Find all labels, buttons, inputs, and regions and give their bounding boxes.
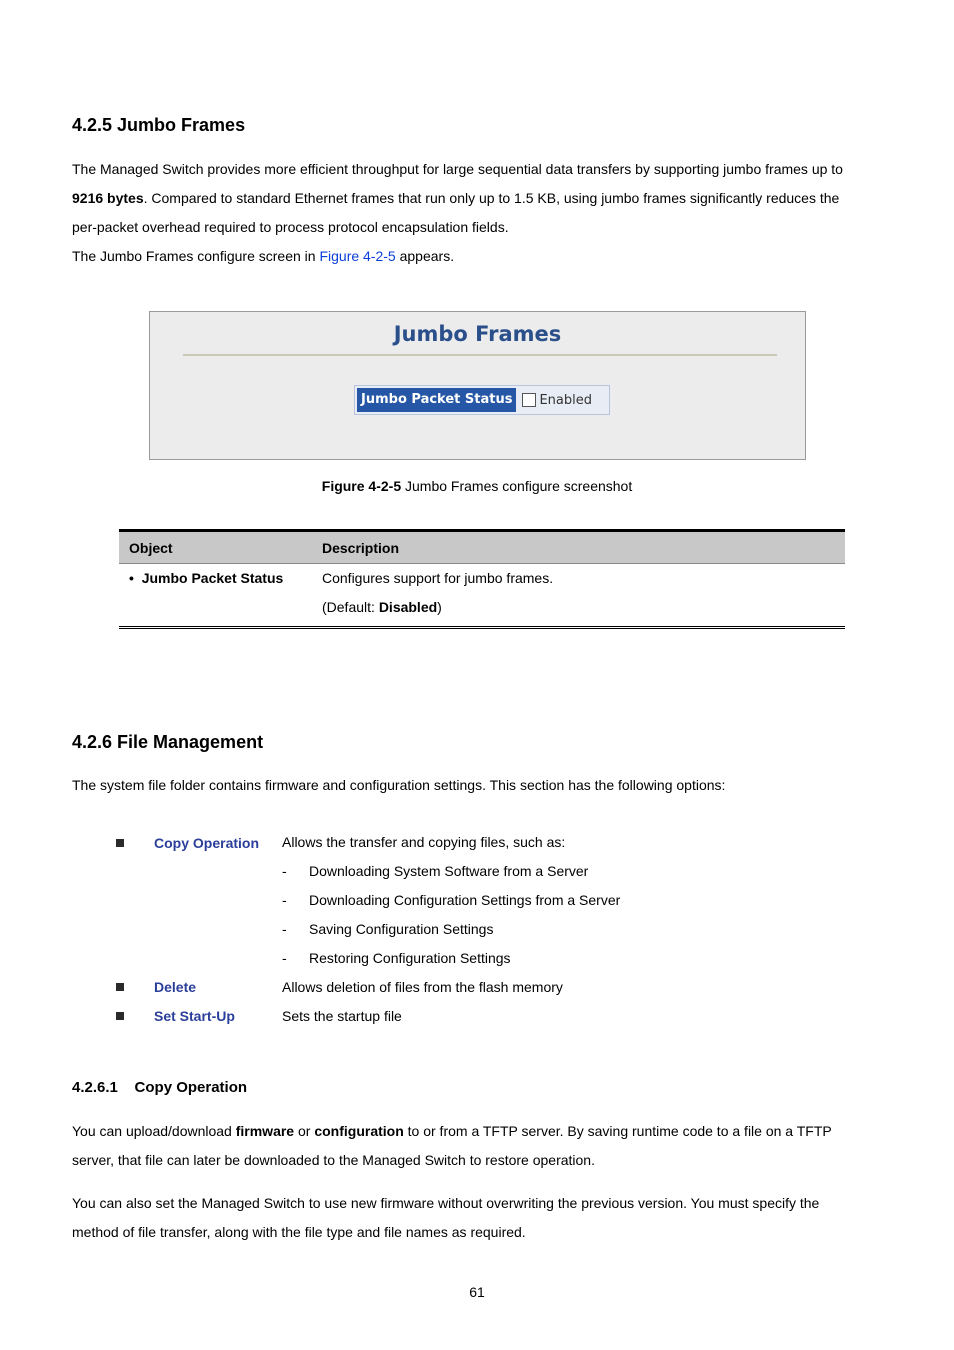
figure-caption-number: Figure 4-2-5 bbox=[321, 478, 402, 494]
description-line-1: Configures support for jumbo frames. bbox=[322, 570, 554, 586]
object-name: Jumbo Packet Status bbox=[141, 570, 284, 586]
bullet-icon: • bbox=[129, 570, 134, 586]
default-post: ) bbox=[437, 599, 442, 615]
enabled-checkbox[interactable] bbox=[522, 393, 536, 407]
default-pre: (Default: bbox=[322, 599, 379, 615]
jumbo-figure-reference bbox=[72, 242, 892, 271]
subsection-heading-copy-operation: 4.2.6.1 Copy Operation bbox=[72, 1079, 248, 1096]
sub-item: Downloading System Software from a Server bbox=[309, 863, 589, 879]
copy-p1-pre: You can upload/download bbox=[72, 1123, 236, 1139]
jumbo-intro-line-2 bbox=[72, 184, 892, 213]
copy-p2-line-1: You can also set the Managed Switch to use new firmware without overwriting the previous version. You must specify the bbox=[72, 1195, 820, 1211]
figure-ref-post: appears. bbox=[395, 248, 455, 264]
dash-icon: - bbox=[282, 892, 287, 908]
copy-p1-line-1 bbox=[72, 1117, 902, 1146]
description-line-2 bbox=[322, 593, 845, 622]
enabled-checkbox-label: Enabled bbox=[539, 392, 593, 408]
copy-operation-paragraph-1 bbox=[72, 1117, 902, 1175]
table-header-row bbox=[119, 532, 845, 564]
figure-caption-text: Jumbo Frames configure screenshot bbox=[401, 478, 633, 494]
table-cell-description bbox=[322, 564, 845, 622]
square-bullet-icon bbox=[116, 983, 124, 991]
sub-item: Restoring Configuration Settings bbox=[309, 950, 511, 966]
option-delete[interactable]: Delete bbox=[154, 979, 197, 995]
copy-p1-mid: or bbox=[294, 1123, 315, 1139]
option-set-start-up[interactable]: Set Start-Up bbox=[154, 1008, 235, 1024]
table-header-description: Description bbox=[322, 540, 400, 556]
square-bullet-icon bbox=[116, 1012, 124, 1020]
copy-operation-paragraph-2 bbox=[72, 1189, 902, 1247]
dash-icon: - bbox=[282, 950, 287, 966]
page-number: 61 bbox=[469, 1284, 485, 1300]
dash-icon: - bbox=[282, 921, 287, 937]
jumbo-packet-status-control bbox=[354, 385, 610, 415]
copy-p1-line-2: server, that file can later be downloaded to the Managed Switch to restore operation. bbox=[72, 1152, 595, 1168]
figure-link[interactable]: Figure 4-2-5 bbox=[319, 248, 396, 264]
screenshot-title: Jumbo Frames bbox=[393, 322, 562, 346]
jumbo-intro bbox=[72, 155, 892, 271]
jumbo-frames-screenshot bbox=[149, 311, 806, 460]
default-value: Disabled bbox=[378, 599, 438, 615]
section-heading-file-management: 4.2.6 File Management bbox=[72, 732, 264, 752]
table-cell-object bbox=[119, 564, 322, 622]
copy-p2-line-2: method of file transfer, along with the file type and file names as required. bbox=[72, 1224, 526, 1240]
option-copy-operation[interactable]: Copy Operation bbox=[154, 835, 260, 851]
option-set-start-up-desc: Sets the startup file bbox=[282, 1008, 402, 1024]
firmware-bold: firmware bbox=[235, 1123, 295, 1139]
section-heading-jumbo-frames: 4.2.5 Jumbo Frames bbox=[72, 115, 246, 135]
table-header-object: Object bbox=[129, 540, 173, 556]
sub-item: Saving Configuration Settings bbox=[309, 921, 494, 937]
table-bottom-rule bbox=[119, 626, 845, 629]
file-management-intro: The system file folder contains firmware and configuration settings. This section has the following options: bbox=[72, 777, 726, 793]
option-delete-desc: Allows deletion of files from the flash memory bbox=[282, 979, 563, 995]
table-row bbox=[119, 564, 845, 622]
copy-p1-post: to or from a TFTP server. By saving runtime code to a file on a TFTP bbox=[403, 1123, 832, 1139]
option-copy-operation-desc: Allows the transfer and copying files, such as: bbox=[282, 834, 566, 850]
jumbo-intro-line-3: per-packet overhead required to process protocol encapsulation fields. bbox=[72, 219, 509, 235]
figure-caption bbox=[0, 478, 954, 494]
dash-icon: - bbox=[282, 863, 287, 879]
sub-item: Downloading Configuration Settings from a Server bbox=[309, 892, 621, 908]
jumbo-packet-status-label: Jumbo Packet Status bbox=[357, 388, 516, 412]
jumbo-intro-line-1: The Managed Switch provides more efficient throughput for large sequential data transfers by supporting jumbo frames up to bbox=[72, 161, 843, 177]
figure-ref-pre: The Jumbo Frames configure screen in bbox=[72, 248, 320, 264]
configuration-bold: configuration bbox=[314, 1123, 404, 1139]
square-bullet-icon bbox=[116, 839, 124, 847]
jumbo-size-bold: 9216 bytes bbox=[72, 190, 144, 206]
jumbo-intro-line-2-rest: . Compared to standard Ethernet frames that run only up to 1.5 KB, using jumbo frames significantly reduces the bbox=[143, 190, 840, 206]
object-description-table bbox=[119, 529, 845, 629]
screenshot-divider bbox=[183, 354, 777, 356]
